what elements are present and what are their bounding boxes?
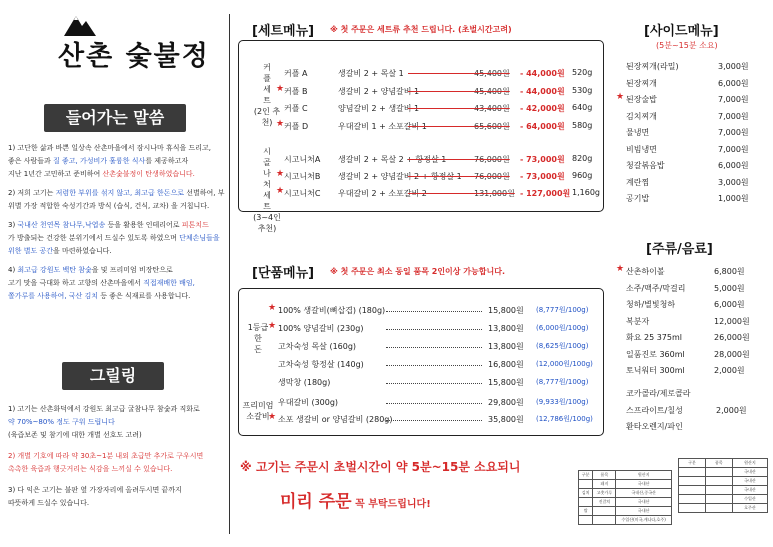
drink-price: 6,800원 (714, 267, 745, 276)
old-price: 45,400원 (474, 69, 510, 78)
text-run: 1) 고기는 산촌화덕에서 강원도 최고급 굴참나무 참숯과 직화로 (8, 405, 200, 413)
origin-row (679, 459, 768, 468)
brand-name: 산촌 숯불정 (58, 41, 210, 72)
drink-price: 6,000원 (714, 300, 745, 309)
unit-price: (8,777원/100g) (536, 306, 589, 314)
paragraph (8, 484, 222, 510)
recommend-star-icon: ★ (276, 169, 285, 179)
side-item-price: 6,000원 (718, 161, 749, 170)
recommend-star-icon: ★ (276, 118, 285, 129)
origin-cell: 김치 (579, 489, 593, 498)
paragraph (8, 450, 222, 476)
set-weight: 520g (572, 68, 593, 77)
unit-price: (6,000원/100g) (536, 324, 589, 332)
text-run: 쫄가루를 사용하여, (8, 292, 67, 300)
origin-row (579, 498, 672, 507)
text-run: 따뜻하게 드실수 있습니다. (8, 499, 90, 507)
leader-dots (386, 383, 482, 384)
unit-price: (12,000원/100g) (536, 360, 593, 368)
set-weight: 1,160g (572, 188, 600, 197)
origin-row (579, 480, 672, 489)
grill-time-notice: ※ 고기는 주문시 초벌시간이 약 5분~15분 소요되니 (240, 460, 521, 474)
text-run: 을 및 프리미엄 비장탄으로 (91, 266, 173, 274)
drink-name: 산촌하이볼 (626, 267, 665, 276)
order-ahead-notice (280, 487, 431, 512)
paragraph-line (8, 168, 222, 181)
side-item-name: 청갈볶음밥 (626, 161, 665, 170)
price-arrow (408, 91, 474, 92)
group-label-char: 한 (254, 334, 262, 343)
text-run: 질 좋고, 가성비가 훌륭한 식사 (53, 157, 146, 165)
drink-name: 일품진로 360ml (626, 349, 685, 359)
paragraph-line (8, 219, 222, 232)
price-arrow (408, 73, 474, 74)
drink-name: 코카콜라/제로콜라 (626, 389, 691, 398)
text-run: 을 마련하였습니다. (53, 247, 112, 255)
origin-cell (679, 477, 706, 486)
paragraph-line (8, 484, 222, 497)
text-run: 를 제공하고자 (145, 157, 189, 165)
origin-cell (705, 495, 732, 504)
unit-price: (9,933원/100g) (536, 398, 589, 406)
origin-cell (593, 507, 616, 516)
set-desc: 우대갈비 2 + 소포갈비 2 (338, 189, 427, 198)
text-run: 등 좋은 식재료를 사용합니다. (98, 292, 191, 300)
origin-cell: 국내산 (616, 498, 672, 507)
drink-name: 토닉워터 300ml (626, 366, 685, 375)
origin-cell (579, 516, 593, 525)
paragraph (8, 264, 222, 303)
single-name: 고차숙성 항정살 (140g) (278, 360, 364, 369)
paragraph-line (8, 155, 222, 168)
sale-price: - 73,000원 (520, 172, 565, 181)
paragraph-line (8, 187, 225, 200)
paragraph-line (8, 200, 222, 213)
paragraph-line (8, 277, 222, 290)
set-name: 시고니처A (284, 155, 321, 164)
origin-cell: 국내산 (616, 480, 672, 489)
set-desc: 우대갈비 1 + 소포갈비 1 (338, 121, 427, 131)
origin-cell (679, 495, 706, 504)
paragraph-line (8, 497, 222, 510)
side-item-name: 된장찌개(라밀) (626, 62, 679, 71)
origin-cell: 원산지 (616, 471, 672, 480)
group-label-char: 트 (263, 202, 271, 211)
single-price: 35,800원 (488, 415, 524, 424)
price-arrow (408, 126, 474, 127)
single-menu-title: [단품메뉴] (252, 266, 315, 281)
origin-cell (679, 504, 706, 513)
recommend-star-icon: ★ (268, 321, 277, 331)
text-run: 좋은 사람들과 (8, 157, 54, 165)
origin-cell: 국내산 (616, 507, 672, 516)
text-run: 촉촉한 육즙과 행긋거리는 식감을 느끼실 수 있습니다. (8, 465, 173, 473)
paragraph-line (8, 429, 222, 442)
origin-cell (705, 486, 732, 495)
paragraph-line (8, 245, 222, 258)
side-item-price: 7,000원 (718, 128, 749, 137)
side-item-name: 물냉면 (626, 128, 650, 137)
paragraph (8, 187, 225, 213)
leader-dots (386, 420, 482, 421)
paragraph-line (8, 450, 222, 463)
unit-price: (8,625원/100g) (536, 342, 589, 350)
recommend-star-icon: ★ (268, 412, 277, 422)
column-divider (229, 14, 230, 534)
old-price: 45,400원 (474, 86, 510, 96)
set-desc: 생갈비 2 + 양념갈비 1 (338, 86, 420, 96)
paragraph-line (8, 142, 222, 155)
leader-dots (386, 365, 482, 366)
origin-cell: 국내산 (732, 486, 767, 495)
side-item-price: 3,000원 (718, 177, 749, 187)
set-desc: 생갈비 2 + 양념갈비 2 + 항정살 1 (338, 172, 462, 181)
price-arrow (408, 159, 474, 160)
origin-row (679, 504, 768, 513)
text-run: 저렴한 부위를 섞지 않고, 최고급 한돈으로 (55, 189, 184, 197)
leader-dots (386, 403, 482, 404)
intro-paragraphs (8, 142, 225, 309)
text-run: 국내산 천연목 참나무,낙엽송 (17, 221, 106, 229)
text-run: 산촌숯불정이 탄생하였습니다. (102, 170, 195, 178)
text-run: 선별하여, 부 (183, 189, 225, 197)
recommend-star-icon: ★ (276, 186, 285, 196)
origin-row (579, 489, 672, 498)
text-run: 단체손님들을 (179, 234, 220, 242)
origin-cell (579, 480, 593, 489)
origin-row (679, 495, 768, 504)
text-run: 2) (8, 452, 18, 460)
old-price: 76,000원 (474, 172, 510, 181)
group-label-char: (3~4인 (253, 213, 281, 222)
recommend-star-icon: ★ (268, 303, 277, 313)
old-price: 43,400원 (474, 104, 510, 113)
leader-dots (386, 329, 482, 330)
unit-price: (12,786원/100g) (536, 415, 593, 423)
side-item-price: 1,000원 (718, 194, 749, 203)
unit-price: (8,777원/100g) (536, 378, 589, 386)
side-menu-title: [사이드메뉴] (644, 24, 719, 39)
drink-name: 스프라이트/칠성 (626, 405, 683, 415)
paragraph-line (8, 463, 222, 476)
paragraph-line (8, 416, 222, 429)
drink-name: 소주/맥주/막걸리 (626, 283, 686, 293)
set-weight: 820g (572, 154, 593, 163)
side-item-price: 7,000원 (718, 95, 749, 104)
drink-price: 5,000원 (714, 283, 745, 293)
origin-cell (705, 468, 732, 477)
origin-row (679, 477, 768, 486)
grilling-banner: 그릴링 (62, 362, 164, 390)
set-desc: 생갈비 2 + 목살 1 (338, 69, 404, 78)
side-item-price: 3,000원 (718, 62, 749, 71)
group-label-char: 소갈비 (246, 412, 270, 421)
old-price: 76,000원 (474, 155, 510, 164)
drink-name: 화요 25 375ml (626, 333, 683, 342)
origin-cell (679, 486, 706, 495)
side-item-name: 김치찌개 (626, 111, 657, 121)
side-item-price: 6,000원 (718, 78, 749, 88)
sale-price: - 44,000원 (520, 69, 565, 78)
origin-cell (593, 516, 616, 525)
text-run: 개별 기호에 따라 약 30초~1분 내외 초급만 추가로 구우시면 (17, 452, 204, 460)
origin-cell (705, 477, 732, 486)
old-price: 131,000원 (474, 189, 515, 198)
price-arrow (408, 108, 474, 109)
origin-cell: 수입산 (732, 495, 767, 504)
paragraph-line (8, 290, 222, 303)
text-run: 가 방출되는 건강한 분위기에서 드실수 있도록 하였으며 (8, 234, 180, 242)
origin-row (579, 471, 672, 480)
intro-banner: 들어가는 말씀 (44, 104, 186, 132)
group-label-char: 처 (263, 180, 271, 189)
single-name: 우대갈비 (300g) (278, 398, 339, 407)
set-weight: 530g (572, 85, 593, 95)
paragraph-line (8, 403, 222, 416)
paragraph (8, 219, 222, 258)
sale-price: - 44,000원 (520, 86, 565, 96)
drink-name: 청하/별빛청하 (626, 300, 676, 309)
single-menu-note: ※ 첫 주문은 최소 동일 품목 2인이상 가능합니다. (330, 267, 505, 276)
origin-row (679, 468, 768, 477)
origin-cell (579, 498, 593, 507)
single-name: 100% 생갈비(뼈삽겹) (180g) (278, 306, 386, 315)
origin-row (679, 486, 768, 495)
single-name: 소포 생갈비 or 양념갈비 (280g) (278, 415, 393, 424)
origin-cell (705, 504, 732, 513)
origin-cell: 구분 (679, 459, 706, 468)
set-weight: 580g (572, 120, 593, 130)
text-run: 직접재배한 배임, (143, 279, 195, 287)
group-label-char: (2인 추천) (253, 107, 281, 127)
set-menu-title: [세트메뉴] (252, 24, 315, 39)
group-label-char: 시 (263, 147, 271, 156)
drink-price: 2,000원 (716, 405, 747, 415)
paragraph (8, 403, 222, 442)
side-item-name: 공기밥 (626, 194, 650, 203)
drink-name: 환타오렌지/파인 (626, 422, 683, 431)
order-ahead-rest: 꼭 부탁드립니다! (351, 499, 431, 510)
origin-cell: 호주산 (732, 504, 767, 513)
group-label-char: 세 (263, 85, 271, 94)
origin-cell: 쌀 (579, 507, 593, 516)
set-name: 커플 B (284, 86, 308, 96)
origin-cell: 국내산 (732, 477, 767, 486)
text-run: 등을 활용한 인테리어로 (105, 221, 182, 229)
text-run: 약 70%~80% 정도 구워 드립니다 (8, 418, 115, 426)
origin-row (579, 516, 672, 525)
single-name: 생막창 (180g) (278, 378, 331, 387)
origin-cell: 진갈치 (593, 498, 616, 507)
text-run: 고기 맛을 극대화 하고 고향의 산촌마을에서 (8, 279, 144, 287)
single-price: 15,800원 (488, 378, 524, 387)
group-label-char: 돈 (254, 345, 262, 354)
single-name: 100% 양념갈비 (230g) (278, 324, 364, 333)
group-label-char: 1등급 (247, 323, 269, 332)
text-run: 1) 고단한 삶과 바쁜 일상속 산촌마을에서 잠시나마 휴식을 드리고, (8, 144, 212, 152)
origin-cell: 고춧가루 (593, 489, 616, 498)
set-menu-note: ※ 첫 주문은 세트류 추천 드립니다. (초벌시간고려) (330, 25, 512, 34)
drinks-title: [주류/음료] (646, 242, 713, 257)
group-label-char: 나 (263, 169, 271, 178)
set-name: 커플 C (284, 104, 308, 113)
side-item-price: 7,000원 (718, 111, 749, 121)
group-label-char: 세 (263, 191, 271, 200)
leader-dots (386, 311, 482, 312)
sale-price: - 64,000원 (520, 121, 565, 131)
text-run: 3) 다 익은 고기는 불판 옆 가장자리에 올려두시면 끝까지 (8, 486, 182, 494)
side-item-name: 된장술밥 (626, 95, 657, 104)
text-run: 최고급 강원도 백탄 참숯 (17, 266, 92, 274)
text-run: 지난 1년간 고민하고 준비하여 (8, 170, 103, 178)
set-name: 시고니처C (284, 189, 321, 198)
sale-price: - 73,000원 (520, 155, 565, 164)
single-name: 고차숙성 목살 (160g) (278, 342, 357, 351)
origin-table-right (678, 458, 768, 513)
group-label-char: 추천) (257, 224, 277, 233)
recommend-star-icon: ★ (616, 264, 625, 274)
price-arrow (408, 176, 474, 177)
set-name: 커플 D (284, 121, 309, 131)
origin-table-left (578, 470, 672, 525)
side-item-name: 계란찜 (626, 177, 650, 187)
single-price: 16,800원 (488, 360, 524, 369)
origin-cell: 돼지 (593, 480, 616, 489)
drink-price: 26,000원 (714, 333, 750, 342)
drink-price: 12,000원 (714, 316, 750, 326)
side-menu-subtitle: (5분~15분 소요) (656, 41, 718, 50)
old-price: 65,600원 (474, 121, 510, 131)
set-weight: 640g (572, 103, 593, 112)
single-price: 13,800원 (488, 324, 524, 333)
text-run: 피톤치드 (181, 221, 209, 229)
text-run: (육즙보존 및 참기에 대한 개별 선호도 고려) (8, 431, 142, 439)
single-price: 13,800원 (488, 342, 524, 351)
side-item-name: 된장찌개 (626, 78, 657, 88)
text-run: 위별 가장 적합한 숙성기간과 방식 (습식, 건식, 교차) 을 거칩니다. (8, 202, 210, 210)
sale-price: - 127,000원 (520, 189, 571, 198)
group-label-char: 트 (263, 96, 271, 105)
group-label-char: 커 (263, 63, 271, 72)
set-name: 시고니처B (284, 172, 321, 181)
origin-cell (679, 468, 706, 477)
text-run: 2) 저희 고기는 (8, 189, 56, 197)
group-label-char: 골 (263, 158, 271, 167)
drink-price: 28,000원 (714, 349, 750, 359)
paragraph (8, 142, 222, 181)
group-label-char: 플 (263, 74, 271, 83)
set-name: 커플 A (284, 69, 308, 78)
origin-cell: 구분 (579, 471, 593, 480)
text-run: 국산 김치 (68, 292, 99, 300)
origin-cell: 국내산 (732, 468, 767, 477)
single-price: 15,800원 (488, 306, 524, 315)
origin-row (579, 507, 672, 516)
group-label-char: 프리미엄 (242, 401, 274, 410)
side-item-price: 7,000원 (718, 144, 749, 154)
drink-name: 복분자 (626, 316, 650, 326)
origin-cell: 원산지 (732, 459, 767, 468)
recommend-star-icon: ★ (616, 92, 625, 102)
side-item-name: 비빔냉면 (626, 144, 657, 154)
paragraph-line (8, 232, 222, 245)
sale-price: - 42,000원 (520, 104, 565, 113)
origin-cell: 품목 (593, 471, 616, 480)
text-run: 4) (8, 266, 18, 274)
paragraph-line (8, 264, 222, 277)
grilling-paragraphs (8, 403, 222, 518)
drink-price: 2,000원 (714, 366, 745, 375)
set-weight: 960g (572, 171, 593, 180)
text-run: 3) (8, 221, 18, 229)
price-arrow (408, 193, 474, 194)
order-ahead-emphasis: 미리 주문 (280, 492, 352, 512)
set-desc: 생갈비 2 + 목살 2 + 항정살 1 (338, 155, 447, 164)
set-desc: 양념갈비 2 + 생갈비 1 (338, 104, 420, 113)
leader-dots (386, 347, 482, 348)
origin-cell: 품목 (705, 459, 732, 468)
origin-cell: 수입산(미국,캐나다,호주) (616, 516, 672, 525)
text-run: 위한 별도 공간 (8, 247, 54, 255)
origin-cell: 국내산,중국산 (616, 489, 672, 498)
single-price: 29,800원 (488, 398, 524, 407)
recommend-star-icon: ★ (276, 83, 285, 94)
